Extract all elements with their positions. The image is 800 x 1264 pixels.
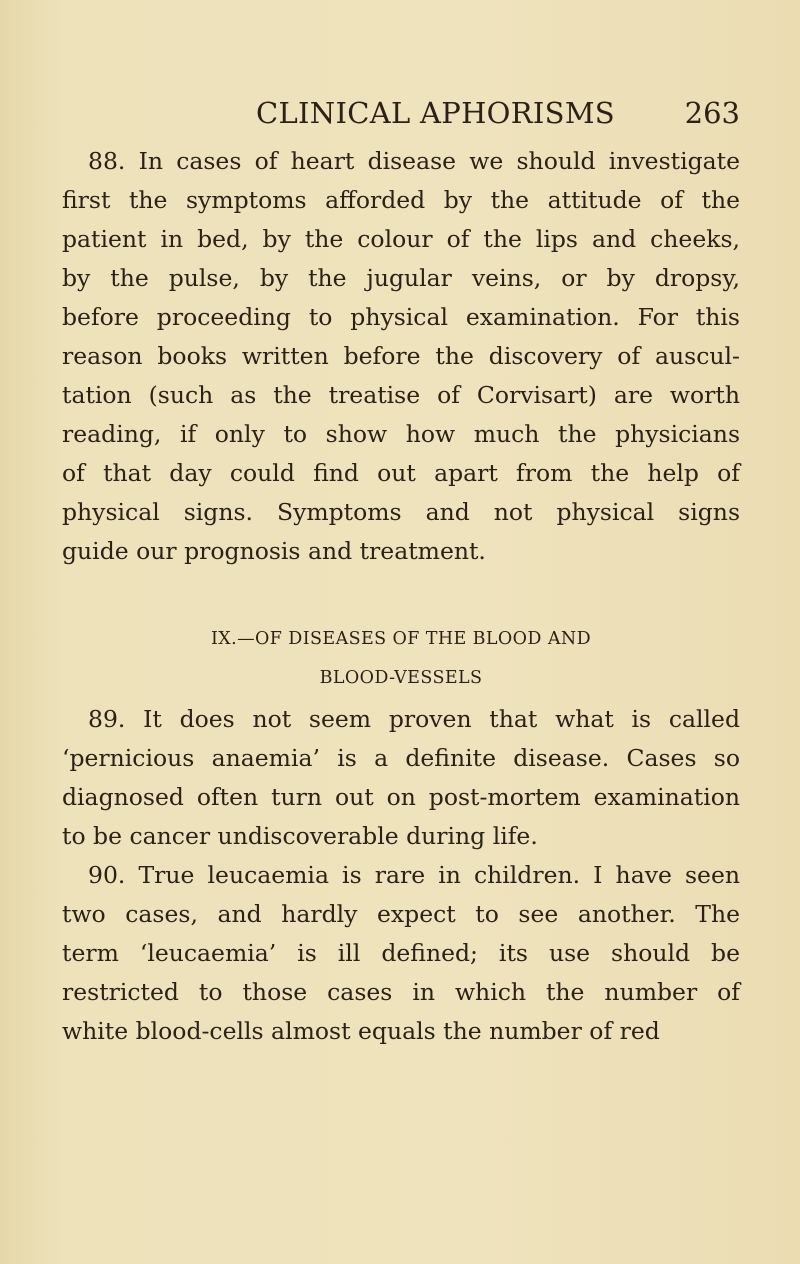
text-line: term ‘leucaemia’ is ill defined; its use should be bbox=[62, 939, 740, 967]
text-line: reading, if only to show how much the physicians bbox=[62, 420, 740, 448]
text-line: diagnosed often turn out on post-mortem examination bbox=[62, 783, 740, 811]
text-line: restricted to those cases in which the number of bbox=[62, 978, 740, 1006]
text-line: reason books written before the discovery of auscul- bbox=[62, 342, 740, 370]
section-heading bbox=[62, 620, 740, 698]
paragraph-88 bbox=[62, 142, 740, 571]
text-line: first the symptoms afforded by the attitude of the bbox=[62, 186, 740, 214]
paragraph-89 bbox=[62, 700, 740, 856]
text-line: physical signs. Symptoms and not physical signs bbox=[62, 498, 740, 526]
text-line: 88. In cases of heart disease we should investigate bbox=[88, 147, 740, 175]
text-line: before proceeding to physical examination. For this bbox=[62, 303, 740, 331]
text-line: by the pulse, by the jugular veins, or by dropsy, bbox=[62, 264, 740, 292]
text-line: patient in bed, by the colour of the lips and cheeks, bbox=[62, 225, 740, 253]
section-heading-line: IX.—OF DISEASES OF THE BLOOD AND bbox=[210, 629, 592, 649]
text-line: to be cancer undiscoverable during life. bbox=[62, 822, 538, 850]
text-line: guide our prognosis and treatment. bbox=[62, 537, 486, 565]
text-line: white blood-cells almost equals the number of red bbox=[62, 1017, 660, 1045]
text-line: tation (such as the treatise of Corvisart) are worth bbox=[62, 381, 740, 409]
page-number: 263 bbox=[684, 96, 740, 130]
text-line: 89. It does not seem proven that what is called bbox=[88, 705, 740, 733]
text-line: of that day could find out apart from the help of bbox=[62, 459, 740, 487]
text-line: two cases, and hardly expect to see another. The bbox=[62, 900, 740, 928]
running-head bbox=[60, 96, 740, 136]
section-heading-line: BLOOD-VESSELS bbox=[319, 668, 483, 688]
running-title: CLINICAL APHORISMS bbox=[256, 96, 615, 130]
paragraph-90 bbox=[62, 856, 740, 1051]
text-line: ‘pernicious anaemia’ is a definite disease. Cases so bbox=[62, 744, 740, 772]
text-line: 90. True leucaemia is rare in children. I have seen bbox=[88, 861, 740, 889]
